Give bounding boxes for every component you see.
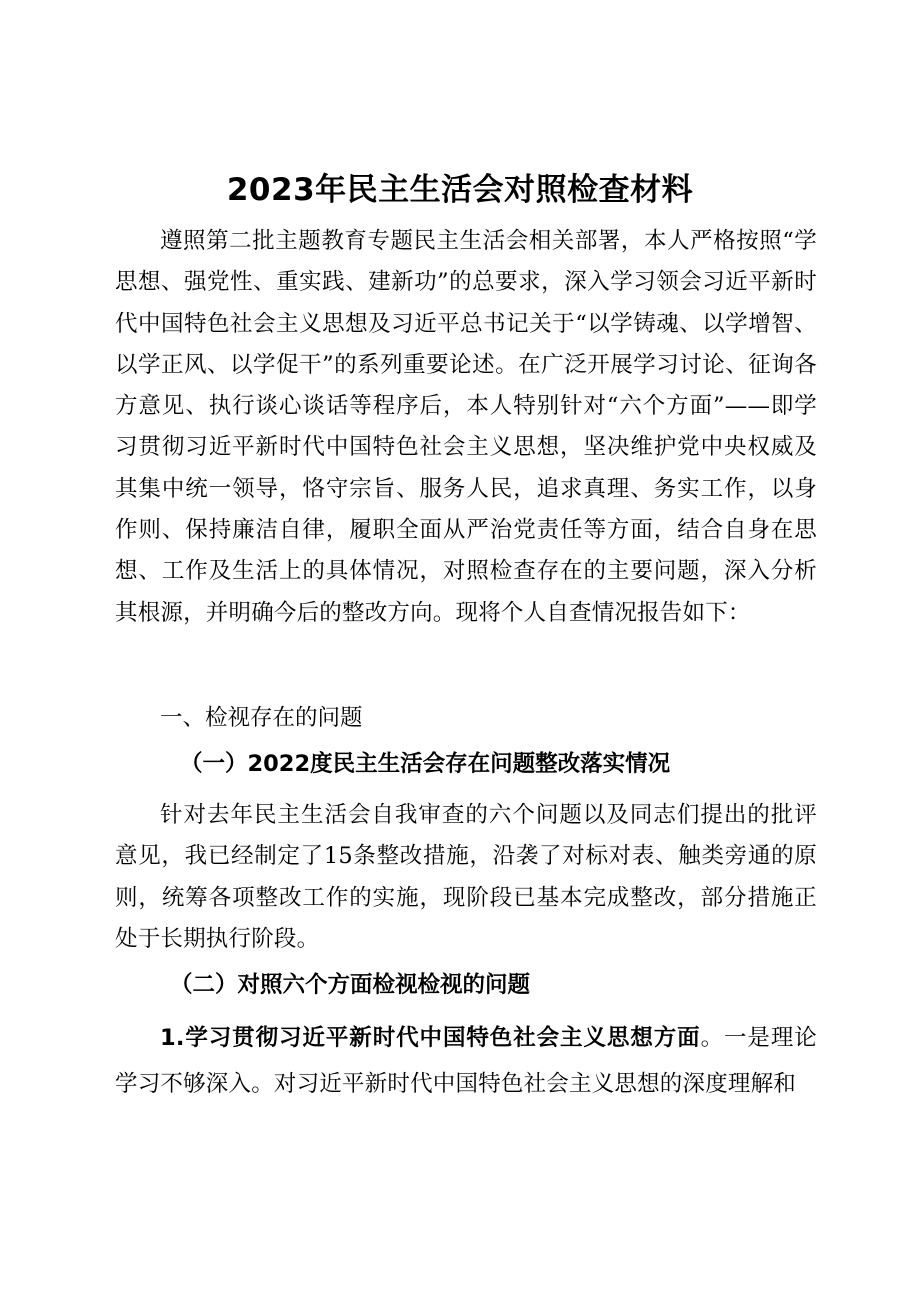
section-heading-1: 一、检视存在的问题 xyxy=(160,705,363,731)
intro-paragraph: 遵照第二批主题教育专题民主生活会相关部署，本人严格按照“学思想、强党性、重实践、建新功”的总要求，深入学习领会习近平新时代中国特色社会主义思想及习近平总书记关于“以学铸魂、以学增智、以学正风、以学促干”的系列重要论述。在广泛开展学习讨论、征询各方意见、执行谈心谈话等程序后，本人特别针对“六个方面”——即学习贯彻习近平新时代中国特色社会主义思想，坚决维护党中央权威及其集中统一领导，恪守宗旨、服务人民，追求真理、务实工作，以身作则、保持廉洁自律，履职全面从严治党责任等方面，结合自身在思想、工作及生活上的具体情况，对照检查存在的主要问题，深入分析其根源，并明确今后的整改方向。现将个人自查情况报告如下： xyxy=(115,228,817,626)
item-1-body: 。一是理论学习不够深入。对习近平新时代中国特色社会主义思想的深度理解和 xyxy=(115,1025,817,1097)
item-1-lead: 1.学习贯彻习近平新时代中国特色社会主义思想方面 xyxy=(160,1025,701,1051)
document-title: 2023年民主生活会对照检查材料 xyxy=(226,172,694,208)
subsection-heading-2: （二）对照六个方面检视检视的问题 xyxy=(170,972,531,998)
subsection-heading-1: （一）2022度民主生活会存在问题整改落实情况 xyxy=(180,751,671,777)
subsection-1-paragraph: 针对去年民主生活会自我审查的六个问题以及同志们提出的批评意见，我已经制定了15条整改措施，沿袭了对标对表、触类旁通的原则，统筹各项整改工作的实施，现阶段已基本完成整改，部分措施正处于长期执行阶段。 xyxy=(115,802,817,952)
item-1-paragraph xyxy=(115,1015,817,1107)
